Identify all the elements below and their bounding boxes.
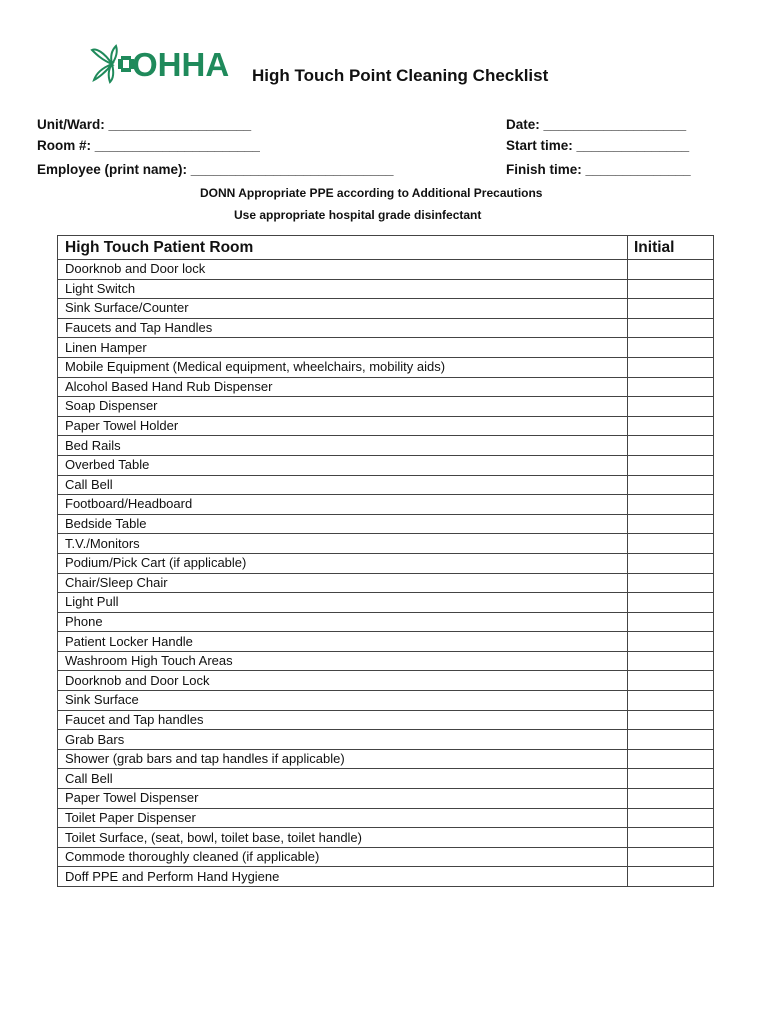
table-row <box>58 769 714 789</box>
initial-cell[interactable] <box>628 260 714 280</box>
checklist-item-label: Toilet Paper Dispenser <box>58 808 628 828</box>
logo-wordmark: OHHA <box>132 45 230 83</box>
initial-cell[interactable] <box>628 279 714 299</box>
checklist-item-label: Bed Rails <box>58 436 628 456</box>
initial-cell[interactable] <box>628 769 714 789</box>
table-row <box>58 553 714 573</box>
checklist-item-label: Call Bell <box>58 475 628 495</box>
table-row <box>58 847 714 867</box>
initial-cell[interactable] <box>628 847 714 867</box>
initial-cell[interactable] <box>628 397 714 417</box>
checklist-item-label: T.V./Monitors <box>58 534 628 554</box>
checklist-item-label: Toilet Surface, (seat, bowl, toilet base, toilet handle) <box>58 828 628 848</box>
room-column-header: High Touch Patient Room <box>58 236 628 260</box>
date-field[interactable]: Date: ___________________ <box>506 117 687 132</box>
checklist-item-label: Doff PPE and Perform Hand Hygiene <box>58 867 628 887</box>
initial-cell[interactable] <box>628 867 714 887</box>
checklist-item-label: Alcohol Based Hand Rub Dispenser <box>58 377 628 397</box>
initial-cell[interactable] <box>628 436 714 456</box>
initial-cell[interactable] <box>628 534 714 554</box>
initial-cell[interactable] <box>628 593 714 613</box>
start-time-field[interactable]: Start time: _______________ <box>506 138 690 153</box>
initial-cell[interactable] <box>628 612 714 632</box>
checklist-item-label: Sink Surface/Counter <box>58 299 628 319</box>
initial-cell[interactable] <box>628 671 714 691</box>
table-row <box>58 828 714 848</box>
checklist-item-label: Washroom High Touch Areas <box>58 651 628 671</box>
initial-cell[interactable] <box>628 338 714 358</box>
table-row <box>58 789 714 809</box>
initial-cell[interactable] <box>628 377 714 397</box>
checklist-item-label: Doorknob and Door lock <box>58 260 628 280</box>
checklist-item-label: Podium/Pick Cart (if applicable) <box>58 553 628 573</box>
initial-cell[interactable] <box>628 514 714 534</box>
checklist-item-label: Light Switch <box>58 279 628 299</box>
table-row <box>58 397 714 417</box>
initial-column-header: Initial <box>628 236 714 260</box>
initial-cell[interactable] <box>628 730 714 750</box>
table-row <box>58 710 714 730</box>
disinfectant-note: Use appropriate hospital grade disinfectant <box>234 208 482 222</box>
unit-ward-field[interactable]: Unit/Ward: ___________________ <box>37 117 252 132</box>
cleaning-checklist-table <box>57 235 714 887</box>
table-row <box>58 416 714 436</box>
initial-cell[interactable] <box>628 828 714 848</box>
table-row <box>58 691 714 711</box>
initial-cell[interactable] <box>628 573 714 593</box>
checklist-item-label: Paper Towel Holder <box>58 416 628 436</box>
table-row <box>58 808 714 828</box>
table-row <box>58 514 714 534</box>
table-row <box>58 299 714 319</box>
table-row <box>58 318 714 338</box>
table-row <box>58 534 714 554</box>
checklist-item-label: Soap Dispenser <box>58 397 628 417</box>
table-row <box>58 632 714 652</box>
checklist-item-label: Call Bell <box>58 769 628 789</box>
finish-time-field[interactable]: Finish time: ______________ <box>506 162 691 177</box>
table-row <box>58 651 714 671</box>
checklist-item-label: Faucets and Tap Handles <box>58 318 628 338</box>
leaf-cross-icon <box>90 44 134 84</box>
initial-cell[interactable] <box>628 495 714 515</box>
checklist-item-label: Footboard/Headboard <box>58 495 628 515</box>
checklist-item-label: Mobile Equipment (Medical equipment, wheelchairs, mobility aids) <box>58 357 628 377</box>
table-header-row <box>58 236 714 260</box>
table-row <box>58 573 714 593</box>
employee-name-field[interactable]: Employee (print name): ___________________________ <box>37 162 394 177</box>
checklist-item-label: Grab Bars <box>58 730 628 750</box>
initial-cell[interactable] <box>628 651 714 671</box>
checklist-item-label: Sink Surface <box>58 691 628 711</box>
table-row <box>58 671 714 691</box>
checklist-item-label: Bedside Table <box>58 514 628 534</box>
table-row <box>58 730 714 750</box>
table-row <box>58 279 714 299</box>
initial-cell[interactable] <box>628 455 714 475</box>
checklist-item-label: Shower (grab bars and tap handles if applicable) <box>58 749 628 769</box>
checklist-item-label: Paper Towel Dispenser <box>58 789 628 809</box>
initial-cell[interactable] <box>628 318 714 338</box>
table-row <box>58 495 714 515</box>
initial-cell[interactable] <box>628 808 714 828</box>
table-row <box>58 436 714 456</box>
table-row <box>58 338 714 358</box>
table-row <box>58 749 714 769</box>
page-title: High Touch Point Cleaning Checklist <box>252 66 549 85</box>
initial-cell[interactable] <box>628 691 714 711</box>
checklist-item-label: Overbed Table <box>58 455 628 475</box>
initial-cell[interactable] <box>628 357 714 377</box>
ohha-logo <box>90 44 229 84</box>
checklist-item-label: Faucet and Tap handles <box>58 710 628 730</box>
table-row <box>58 260 714 280</box>
checklist-item-label: Linen Hamper <box>58 338 628 358</box>
checklist-item-label: Patient Locker Handle <box>58 632 628 652</box>
table-row <box>58 612 714 632</box>
table-row <box>58 455 714 475</box>
ppe-note: DONN Appropriate PPE according to Additional Precautions <box>200 186 543 200</box>
checklist-item-label: Phone <box>58 612 628 632</box>
checklist-item-label: Doorknob and Door Lock <box>58 671 628 691</box>
initial-cell[interactable] <box>628 789 714 809</box>
initial-cell[interactable] <box>628 475 714 495</box>
initial-cell[interactable] <box>628 416 714 436</box>
room-field[interactable]: Room #: ______________________ <box>37 138 260 153</box>
table-row <box>58 867 714 887</box>
initial-cell[interactable] <box>628 749 714 769</box>
initial-cell[interactable] <box>628 710 714 730</box>
initial-cell[interactable] <box>628 299 714 319</box>
checklist-item-label: Chair/Sleep Chair <box>58 573 628 593</box>
table-row <box>58 593 714 613</box>
initial-cell[interactable] <box>628 553 714 573</box>
checklist-item-label: Light Pull <box>58 593 628 613</box>
table-row <box>58 357 714 377</box>
initial-cell[interactable] <box>628 632 714 652</box>
checklist-item-label: Commode thoroughly cleaned (if applicable) <box>58 847 628 867</box>
table-row <box>58 377 714 397</box>
table-row <box>58 475 714 495</box>
